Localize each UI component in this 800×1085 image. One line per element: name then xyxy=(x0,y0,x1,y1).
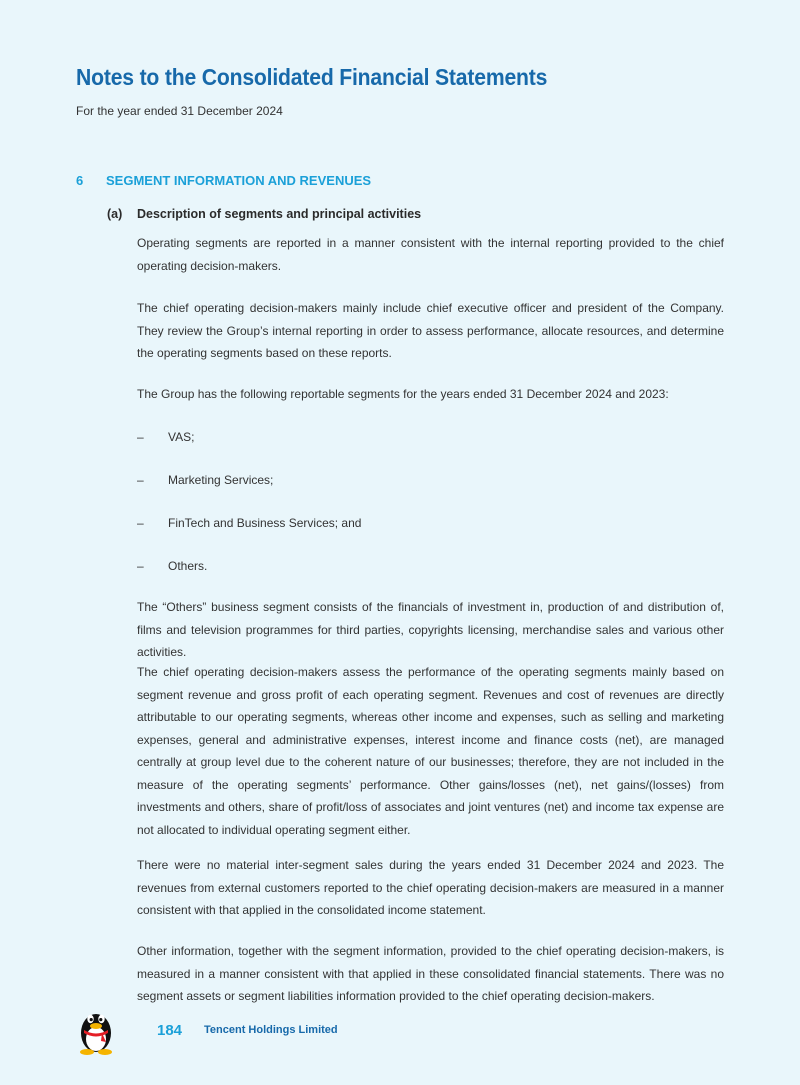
list-item xyxy=(137,473,273,487)
paragraph-5: The chief operating decision-makers assess the performance of the operating segments mainly based on segment revenue and gross profit of each operating segment. Revenues and cost of revenues are directly attributable to our operating segments, whereas other income and expenses, such as selling and marketing expenses, general and administrative expenses, interest income and finance costs (net), are managed centrally at group level due to the coherent nature of our businesses; therefore, they are not included in the measure of the operating segments’ performance. Other gains/losses (net), net gains/(losses) from investments and others, share of profit/loss of associates and joint ventures (net) and income tax expense are not allocated to individual operating segment either. xyxy=(137,665,724,837)
paragraph-4: The “Others” business segment consists of the financials of investment in, production of and distribution of, films and television programmes for third parties, copyrights licensing, merchandise sales and various other activities. xyxy=(137,600,724,659)
paragraph-2: The chief operating decision-makers mainly include chief executive officer and president of the Company. They review the Group’s internal reporting in order to assess performance, allocate resources, and determine the operating segments based on these reports. xyxy=(137,301,724,360)
penguin-mascot-icon xyxy=(76,1006,116,1056)
paragraph-6: There were no material inter-segment sales during the years ended 31 December 2024 and 2023. The revenues from external customers reported to the chief operating decision-makers are measured in a manner consistent with that applied in the consolidated income statement. xyxy=(137,858,724,917)
bullet-marker: – xyxy=(137,559,144,573)
paragraph-7: Other information, together with the segment information, provided to the chief operating decision-makers, is measured in a manner consistent with that applied in these consolidated financial statements. There was no segment assets or segment liabilities information provided to the chief operating decision-makers. xyxy=(137,944,724,1003)
paragraph-3: The Group has the following reportable segments for the years ended 31 December 2024 and 2023: xyxy=(137,387,669,401)
subsection-label: (a) xyxy=(107,207,123,221)
list-item-text: VAS; xyxy=(168,430,195,444)
bullet-marker: – xyxy=(137,473,144,487)
section-heading xyxy=(76,173,371,188)
bullet-marker: – xyxy=(137,430,144,444)
page-title: Notes to the Consolidated Financial Statements xyxy=(76,64,548,90)
list-item xyxy=(137,559,207,573)
page-subtitle: For the year ended 31 December 2024 xyxy=(76,104,283,118)
list-item-text: Marketing Services; xyxy=(168,473,274,487)
bullet-marker: – xyxy=(137,516,144,530)
section-title: SEGMENT INFORMATION AND REVENUES xyxy=(106,173,372,188)
paragraph-1: Operating segments are reported in a manner consistent with the internal reporting provided to the chief operating decision-makers. xyxy=(137,236,724,273)
company-name: Tencent Holdings Limited xyxy=(204,1024,338,1036)
section-number: 6 xyxy=(76,173,84,188)
list-item xyxy=(137,430,194,444)
list-item xyxy=(137,516,361,530)
list-item-text: Others. xyxy=(168,559,208,573)
subsection-title: Description of segments and principal activities xyxy=(137,207,422,221)
subsection-heading xyxy=(107,207,421,221)
page-number: 184 xyxy=(157,1022,183,1039)
list-item-text: FinTech and Business Services; and xyxy=(168,516,362,530)
